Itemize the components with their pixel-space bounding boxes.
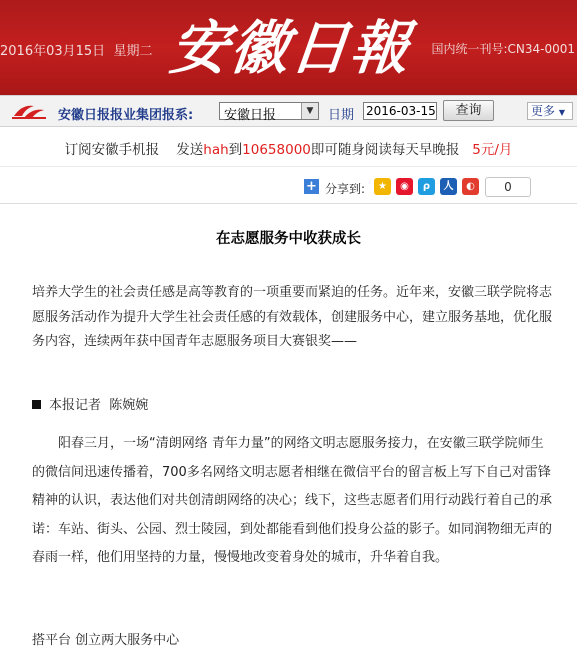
- weekday-text: 星期二: [113, 44, 153, 59]
- newspaper-logo: 安徽日報: [166, 14, 415, 82]
- article-body: 阳春三月，一场“清朗网络 青年力量”的网络文明志愿服务接力，在安徽三联学院师生的微信间迅速传播着，700多名网络文明志愿者相继在微信平台的留言板上写下自己对雷锋精神的认识，表达他们对共创清朗网络的决心；线下，这些志愿者们用行动践行着自己的承诺：车站、街头、公园、烈士陵园，到处都能看到他们投身公益的影子。如同润物细无声的春雨一样，他们用坚持的力量，慢慢地改变着身处的城市，升华着自我。: [32, 436, 553, 565]
- more-label: 更多: [531, 104, 556, 118]
- chevron-down-icon[interactable]: ▼: [301, 103, 318, 119]
- weibo-icon[interactable]: ◉: [396, 178, 413, 195]
- caret-down-icon: ▼: [558, 108, 565, 117]
- article-subhead: 搭平台 创立两大服务中心: [32, 633, 180, 648]
- date-text: 2016年03月15日: [0, 44, 106, 59]
- promo-text-1: 订阅安徽手机报: [64, 142, 160, 158]
- bullet-square-icon: [32, 400, 41, 409]
- renren-icon[interactable]: 人: [440, 178, 457, 195]
- issn-text: 国内统一刊号:CN34-0001: [431, 42, 575, 56]
- qzone-icon[interactable]: ★: [374, 178, 391, 195]
- group-logo-icon: [12, 102, 46, 120]
- share-label[interactable]: 分享到:: [325, 182, 366, 196]
- subscribe-promo[interactable]: [0, 138, 577, 158]
- tencent-weibo-icon[interactable]: ρ: [418, 178, 435, 195]
- promo-number: 10658000: [242, 142, 311, 158]
- divider: [0, 166, 577, 167]
- query-button[interactable]: 查询: [443, 100, 494, 121]
- divider: [0, 203, 577, 204]
- masthead-date: [0, 40, 152, 59]
- share-count: 0: [485, 177, 531, 197]
- more-dropdown[interactable]: [527, 102, 573, 120]
- article-byline: [32, 394, 148, 413]
- promo-text-3: 到: [228, 142, 243, 158]
- promo-text-4: 即可随身阅读每天早晚报: [310, 142, 460, 158]
- article-title: 在志愿服务中收获成长: [216, 231, 361, 247]
- promo-text-2: 发送: [176, 142, 204, 158]
- date-input[interactable]: 2016-03-15: [363, 102, 437, 120]
- promo-price: 5元/月: [472, 142, 513, 158]
- tencent-icon[interactable]: ◐: [462, 178, 479, 195]
- paper-select-value: 安徽日报: [224, 108, 277, 123]
- masthead: [0, 0, 577, 95]
- paper-select[interactable]: [219, 102, 319, 123]
- byline-text: 本报记者 陈婉婉: [49, 398, 149, 413]
- group-label: 安徽日报报业集团报系:: [58, 108, 194, 123]
- article-lead: 培养大学生的社会责任感是高等教育的一项重要而紧迫的任务。近年来，安徽三联学院将志愿服务活动作为提升大学生社会责任感的有效载体，创建服务中心，建立服务基地，优化服务内容，连续两年获中国青年志愿服务项目大赛银奖——: [32, 285, 553, 349]
- promo-code: hah: [203, 142, 229, 158]
- date-label: 日期: [328, 108, 355, 123]
- share-plus-icon[interactable]: +: [304, 179, 319, 194]
- toolbar: [0, 95, 577, 127]
